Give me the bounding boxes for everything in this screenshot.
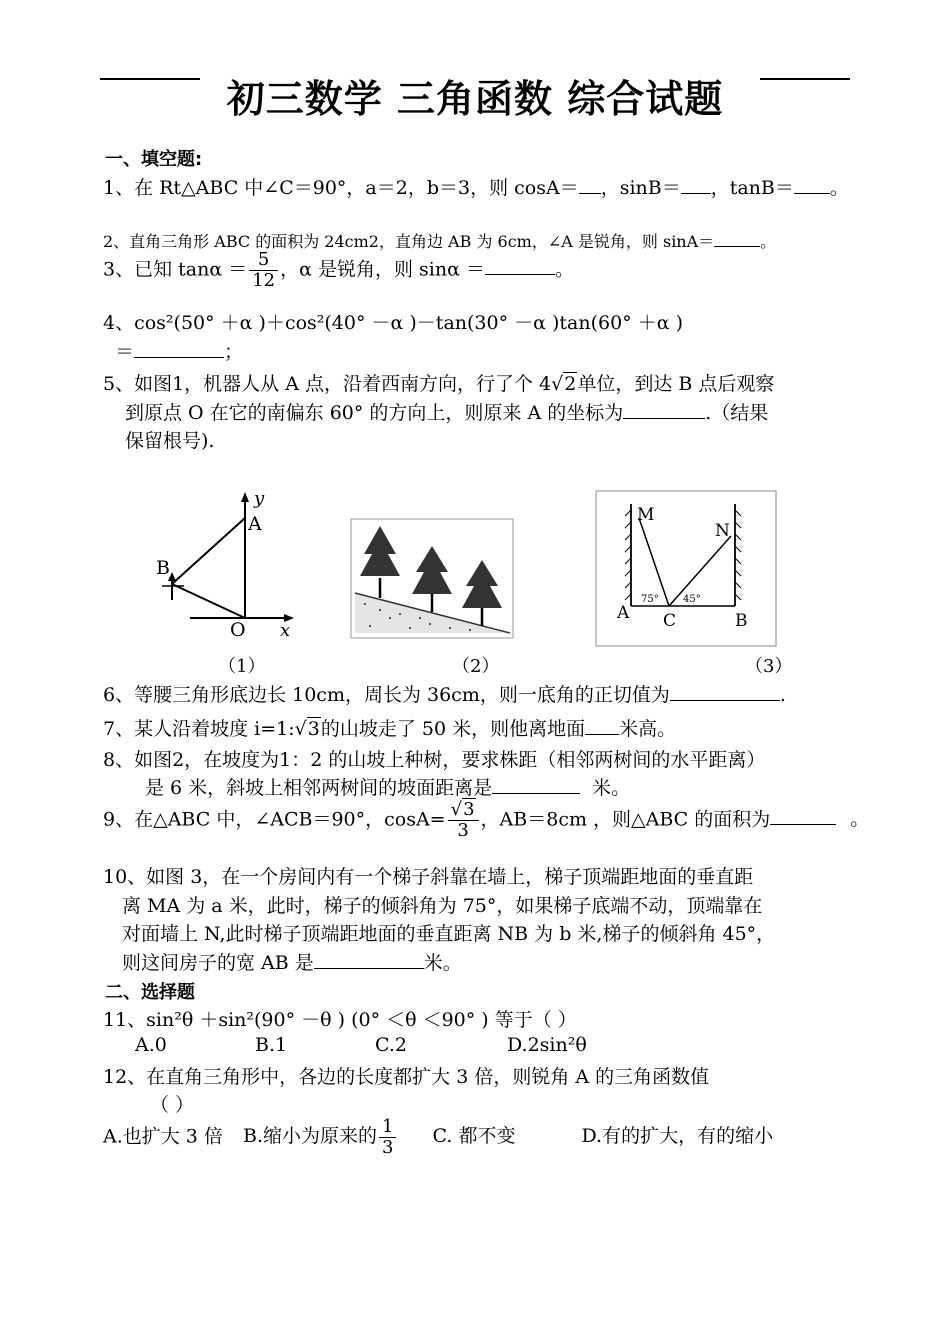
q1-text-b: ，sinB＝ [600,177,681,199]
question-11-stem: 11、sin²θ ＋sin²(90° －θ ) (0° ＜θ ＜90° ) 等于（ ） [103,1009,577,1031]
question-8-line1: 8、如图2，在坡度为1：2 的山坡上种树，要求株距（相邻两树间的水平距离） [103,749,766,771]
q9-numerator: √3 [448,800,479,821]
q1-text-d: 。 [829,177,849,199]
question-4-line1: 4、cos²(50° ＋α )＋cos²(40° －α )－tan(30° －α )tan(60° ＋α ) [103,312,684,334]
question-8-line2 [145,773,630,800]
figure-2-caption: （2） [452,656,500,677]
q3-fraction [249,250,278,291]
q7-blank [585,733,619,735]
q12-option-d: D.有的扩大，有的缩小 [581,1125,774,1148]
q3-text-a: 3、已知 tanα ＝ [103,258,248,281]
q12-paren: （ ） [150,1094,195,1116]
q3-text-c: 。 [554,258,574,281]
question-6 [103,680,786,707]
question-5-line1 [103,369,774,396]
q3-blank [485,273,555,275]
question-2 [103,229,776,252]
q5-radicand: 2 [564,373,577,395]
q9-blank [770,823,836,825]
q7-text-c: 米高。 [619,718,677,740]
q3-text-b: ，α 是锐角，则 sinα ＝ [280,258,485,281]
figure-2-slope-trees [350,518,515,640]
question-12-stem: 12、在直角三角形中，各边的长度都扩大 3 倍，则锐角 A 的三角函数值 [103,1066,710,1088]
q5-blank [623,417,705,419]
fig1-b-label: B [156,557,170,579]
question-9 [103,800,869,841]
question-5-line2 [125,398,768,425]
q11-option-d: D.2sin²θ [507,1034,587,1056]
section-fill-in-heading: 一、填空题: [105,149,203,170]
q2-blank [714,245,760,247]
figure-1-caption: （1） [218,656,266,677]
q8-text-a: 是 6 米，斜坡上相邻两树间的坡面距离是 [145,777,493,799]
q12-fraction [379,1117,396,1158]
q1-text-c: ，tanB＝ [710,177,794,199]
q12-denominator: 3 [382,1136,394,1158]
fig3-n-label: N [715,521,730,541]
fig1-y-label: y [254,488,265,509]
q9-text-a: 9、在△ABC 中，∠ACB＝90°，cosA= [103,808,446,831]
figure-3-ladder-room [595,490,777,647]
q11-option-b: B.1 [255,1034,288,1056]
q9-text-c: 。 [850,808,870,831]
section-choice-heading: 二、选择题 [105,982,195,1003]
q6-text-a: 6、等腰三角形底边长 10cm，周长为 36cm，则一底角的正切值为 [103,684,670,706]
q4-equals: ＝ [115,341,135,363]
question-10-line3: 对面墙上 N,此时梯子顶端距地面的垂直距离 NB 为 b 米,梯子的倾斜角 45°， [122,923,776,945]
q5-text-a: 5、如图1，机器人从 A 点，沿着西南方向，行了个 4 [103,373,552,395]
q6-text-b: . [779,684,786,706]
question-1 [103,173,849,200]
fig3-a-label: A [617,603,630,623]
q4-blank [134,356,224,358]
q5-text-c: 到原点 O 在它的南偏东 60° 的方向上，则原来 A 的坐标为 [125,402,624,424]
fig1-a-label: A [248,513,262,535]
question-10-line4 [122,948,462,975]
fig3-angle-45: 45° [683,594,701,605]
q1-blank-2 [681,192,711,194]
question-4-line2 [115,337,243,364]
q7-text-a: 7、某人沿着坡度 i=1: [103,718,295,740]
fig3-b-label: B [735,611,748,631]
q9-denominator: 3 [457,819,469,841]
q11-option-a: A.0 [135,1034,167,1056]
figure-3-caption: （3） [745,656,793,677]
question-5-line3: 保留根号). [125,430,215,452]
q7-radicand: 3 [307,718,320,740]
q4-semicolon: ； [224,341,244,363]
q2-text-a: 2、直角三角形 ABC 的面积为 24cm2，直角边 AB 为 6cm，∠A 是锐角，则 sinA＝ [103,232,715,251]
q12-option-b: B.缩小为原来的 [242,1125,377,1148]
q3-denominator: 12 [252,269,276,291]
question-10-line1: 10、如图 3，在一个房间内有一个梯子斜靠在墙上，梯子顶端距地面的垂直距 [103,866,754,888]
q9-text-b: ，AB＝8cm ，则△ABC 的面积为 [480,808,771,831]
q9-radicand: 3 [463,799,475,820]
q8-text-b: 米。 [592,777,631,799]
q11-option-c: C.2 [375,1034,407,1056]
q2-text-b: 。 [760,232,777,251]
q12-options [103,1117,773,1158]
fig1-o-label: O [230,619,246,641]
q5-text-d: .（结果 [705,402,769,424]
question-7 [103,714,676,741]
q6-blank [670,699,780,701]
q10-text-a: 则这间房子的宽 AB 是 [122,952,314,974]
q3-numerator: 5 [249,250,278,271]
q12-option-c: C. 都不变 [432,1125,516,1148]
q1-blank-1 [579,192,601,194]
q8-blank [492,792,580,794]
fig3-angle-75: 75° [641,594,659,605]
q12-option-a: A.也扩大 3 倍 [103,1125,223,1148]
figure-1-coordinate-diagram [150,488,310,648]
question-10-line2: 离 MA 为 a 米，此时，梯子的倾斜角为 75°，如果梯子底端不动，顶端靠在 [122,895,763,917]
q9-fraction [448,800,479,841]
q10-blank [314,967,424,969]
q5-sqrt: √2 [551,373,577,395]
q1-blank-3 [794,192,830,194]
page-title: 初三数学 三角函数 综合试题 [226,77,724,121]
fig3-c-label: C [663,611,677,631]
q5-text-b: 单位，到达 B 点后观察 [577,373,775,395]
q7-text-b: 的山坡走了 50 米，则他离地面 [320,718,586,740]
q10-text-b: 米。 [423,952,462,974]
fig1-x-label: x [280,620,291,641]
q1-text-a: 1、在 Rt△ABC 中∠C＝90°，a＝2，b＝3，则 cosA＝ [103,177,579,199]
q7-sqrt: √3 [294,718,320,740]
q12-numerator: 1 [379,1117,396,1138]
fig3-m-label: M [637,505,655,525]
question-3 [103,250,574,291]
